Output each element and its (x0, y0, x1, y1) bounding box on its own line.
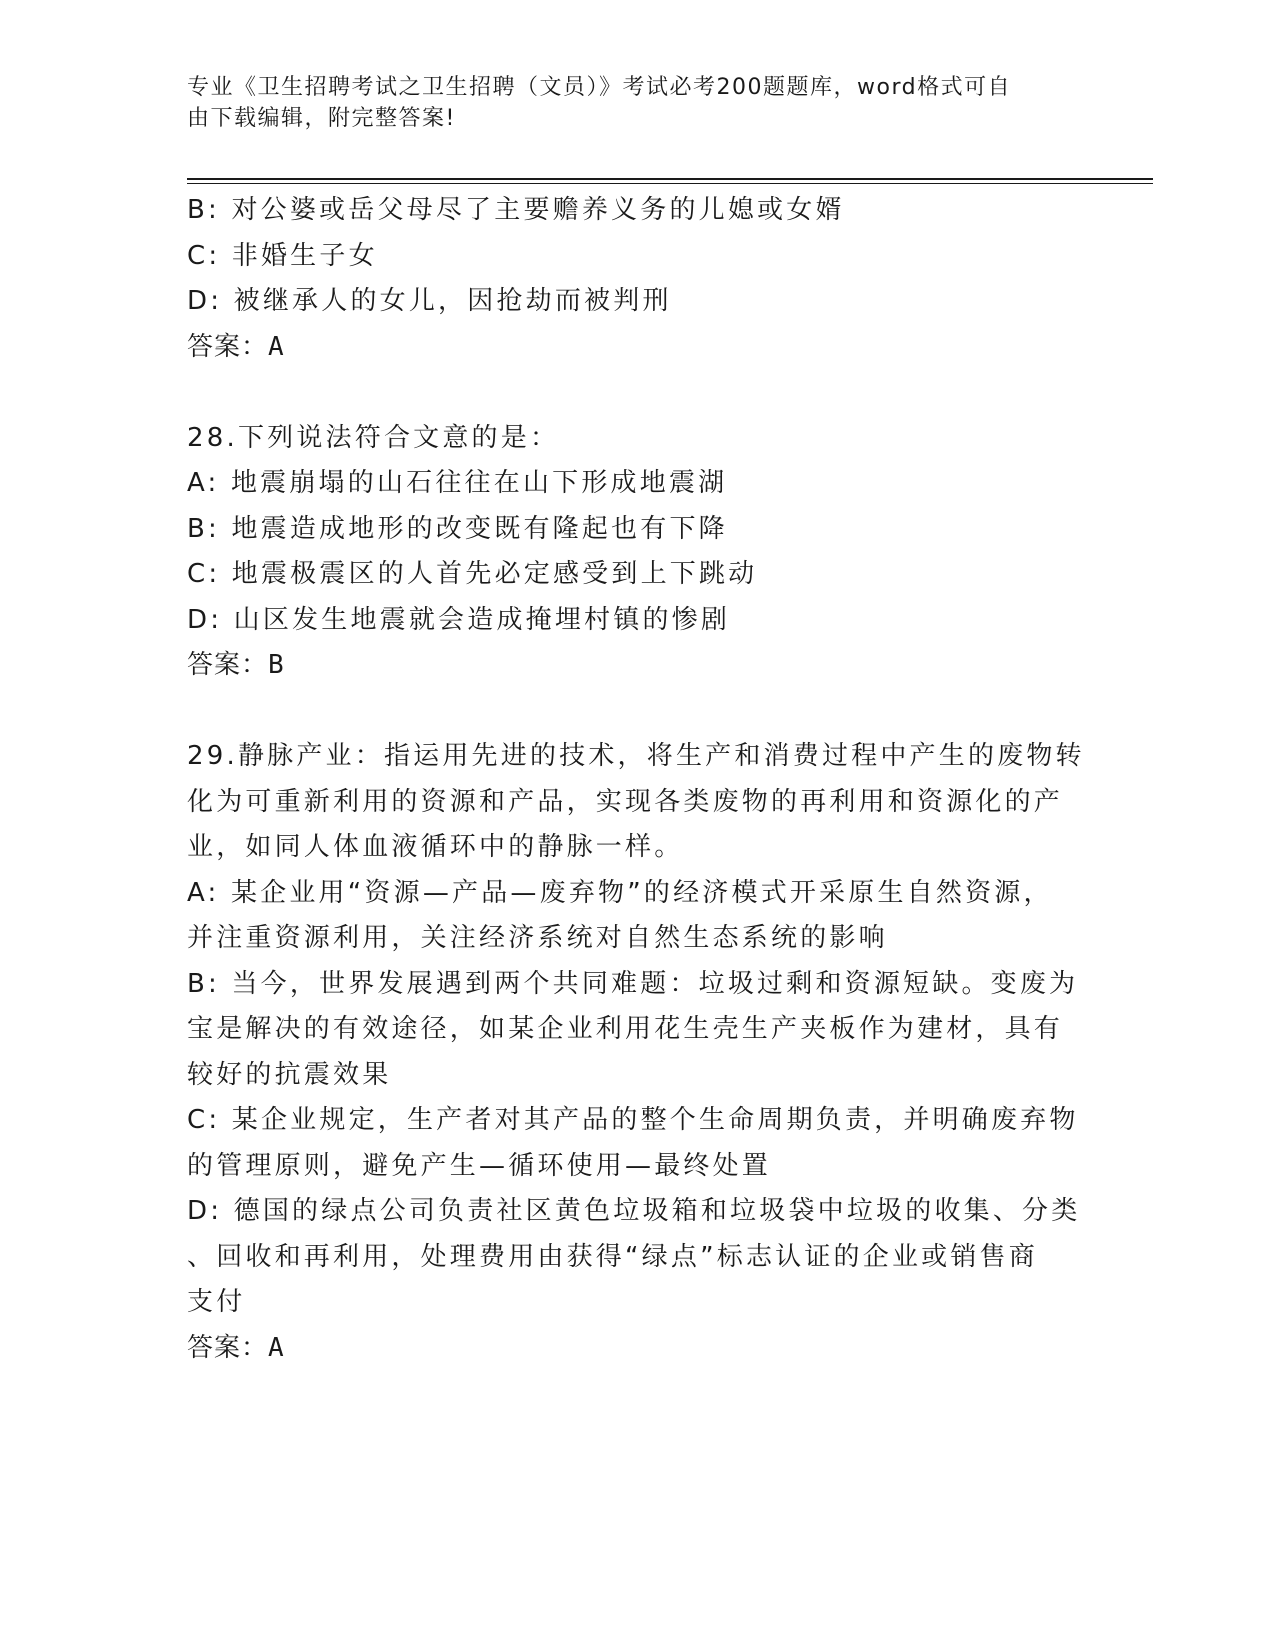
question-28 (187, 416, 1087, 689)
question-29 (187, 734, 1087, 1371)
option-d: D: 被继承人的女儿，因抢劫而被判刑 (187, 286, 672, 316)
question-stem-line: 业，如同人体血液循环中的静脉一样。 (187, 832, 684, 862)
option-b: B: 地震造成地形的改变既有隆起也有下降 (187, 513, 728, 544)
header-divider-thick (187, 178, 1153, 180)
answer-line (187, 325, 1087, 371)
answer-value: A (268, 331, 285, 362)
option-b: B: 对公婆或岳父母尽了主要赡养义务的儿媳或女婿 (187, 195, 845, 225)
question-stem-line: 29.静脉产业：指运用先进的技术，将生产和消费过程中产生的废物转 (187, 741, 1085, 771)
option-c: C: 非婚生子女 (187, 240, 378, 271)
spacer (187, 370, 1087, 416)
option-c: C: 地震极震区的人首先必定感受到上下跳动 (187, 559, 758, 589)
spacer (187, 689, 1087, 735)
answer-label: 答案： (187, 650, 269, 680)
question-stem-line: 化为可重新利用的资源和产品，实现各类废物的再利用和资源化的产 (187, 786, 1064, 817)
option-d-line: 、回收和再利用，处理费用由获得“绿点”标志认证的企业或销售商 (187, 1241, 1038, 1272)
option-c-line: 的管理原则，避免产生—循环使用—最终处置 (187, 1150, 772, 1181)
option-a-line: A: 某企业用“资源—产品—废弃物”的经济模式开采原生自然资源， (187, 877, 1053, 908)
document-body (187, 188, 1087, 1371)
header-line-2: 由下载编辑，附完整答案! (187, 106, 456, 131)
option-a: A: 地震崩塌的山石往往在山下形成地震湖 (187, 468, 728, 498)
answer-line (187, 1326, 1087, 1372)
option-a-line: 并注重资源利用，关注经济系统对自然生态系统的影响 (187, 923, 888, 953)
answer-label: 答案： (187, 1332, 269, 1363)
header-divider-thin (187, 183, 1153, 184)
question-stem: 28.下列说法符合文意的是： (187, 422, 560, 453)
option-c-line: C: 某企业规定，生产者对其产品的整个生命周期负责，并明确废弃物 (187, 1105, 1079, 1135)
question-27-continued (187, 188, 1087, 370)
option-d-line: 支付 (187, 1287, 246, 1317)
answer-label: 答案： (187, 331, 269, 362)
answer-value: B (268, 650, 285, 680)
document-header (187, 72, 1067, 134)
answer-value: A (268, 1332, 285, 1363)
option-b-line: 宝是解决的有效途径，如某企业利用花生壳生产夹板作为建材，具有 (187, 1014, 1064, 1044)
option-b-line: 较好的抗震效果 (187, 1059, 392, 1090)
header-line-1: 专业《卫生招聘考试之卫生招聘（文员）》考试必考200题题库，word格式可自 (187, 75, 1012, 100)
option-d-line: D: 德国的绿点公司负责社区黄色垃圾箱和垃圾袋中垃圾的收集、分类 (187, 1196, 1081, 1226)
answer-line (187, 643, 1087, 689)
option-d: D: 山区发生地震就会造成掩埋村镇的惨剧 (187, 604, 731, 635)
option-b-line: B: 当今，世界发展遇到两个共同难题：垃圾过剩和资源短缺。变废为 (187, 968, 1079, 999)
